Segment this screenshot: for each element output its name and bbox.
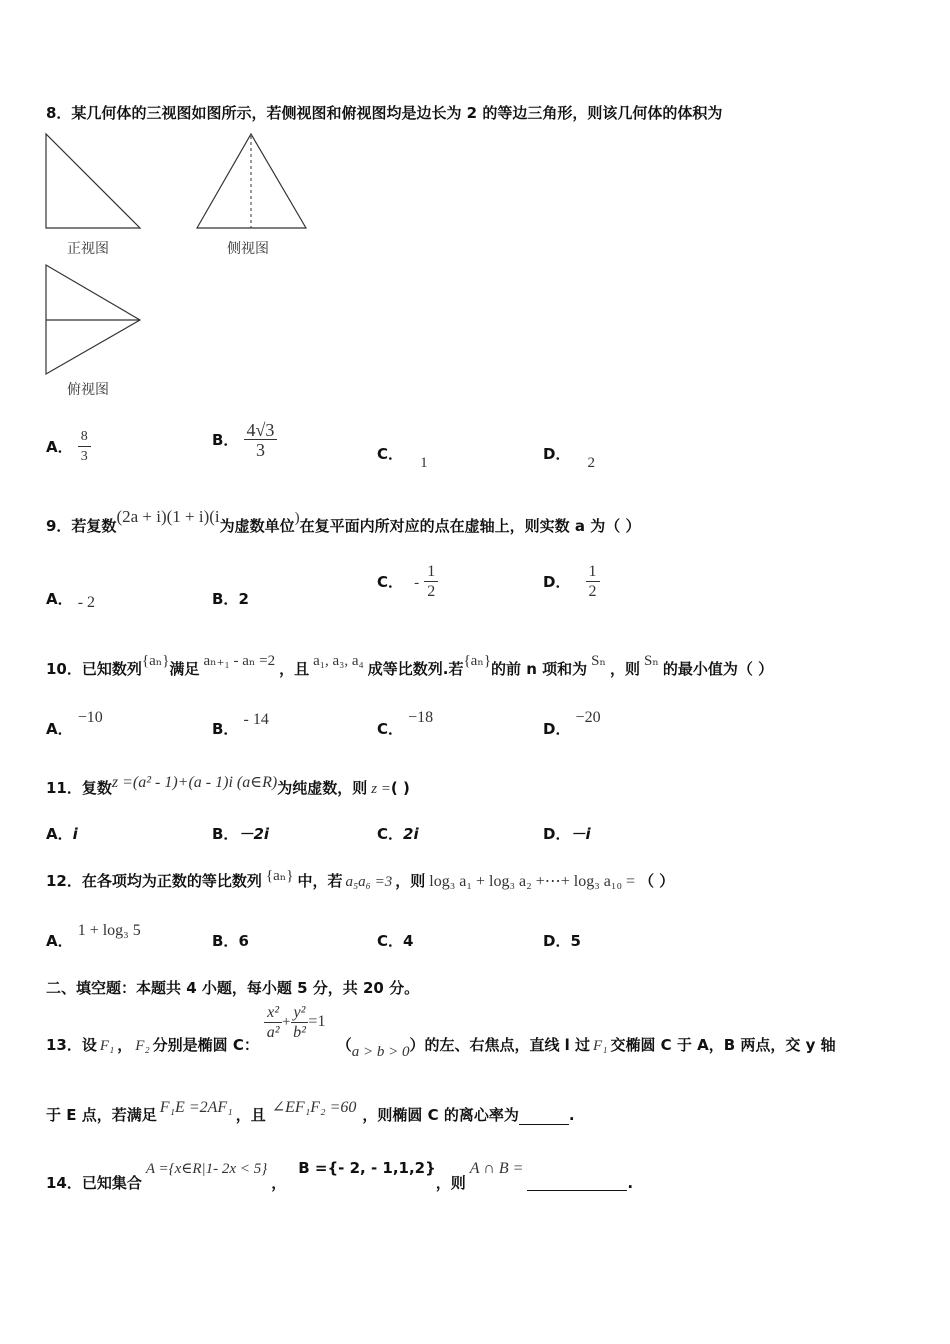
option-value: −10 (77, 709, 103, 726)
q9-option-a[interactable] (46, 588, 95, 609)
option-label: A． (46, 720, 73, 738)
q9-option-d[interactable] (543, 563, 600, 602)
answer-blank[interactable] (519, 1106, 569, 1125)
q8-text: 8．某几何体的三视图如图所示，若侧视图和俯视图均是边长为 2 的等边三角形，则该几何体的体积为 (46, 104, 723, 122)
top-view-caption: 俯视图 (67, 382, 109, 398)
option-label: B． (212, 431, 239, 449)
option-value: −20 (575, 709, 601, 726)
q9-expr: (2a + i)(1 + i)(i (116, 507, 220, 526)
option-value: 1 + log₃ 5 (77, 922, 141, 939)
q11-option-c[interactable]: C．2i (377, 825, 419, 843)
option-label: D． (543, 573, 571, 591)
q12-option-b[interactable]: B．6 (212, 932, 249, 950)
q12-option-d[interactable]: D．5 (543, 932, 581, 950)
option-value: $\frac{8}{3}$ (78, 428, 91, 467)
q10-option-c[interactable] (377, 709, 434, 739)
q12-option-a[interactable] (46, 922, 141, 951)
q10-option-a[interactable] (46, 709, 103, 739)
q11-option-b[interactable]: B．－2i (212, 825, 270, 843)
option-label: C． (377, 720, 404, 738)
option-label: C． (377, 445, 404, 463)
option-value: 1 (420, 455, 428, 471)
q10-text: 10．已知数列{aₙ}满足 aₙ₊₁ - aₙ =2 ，且 a₁, a₃, a₄ 成等比数列.若{aₙ}的前 n 项和为 Sₙ ，则 Sₙ 的最小值为（ ） (46, 653, 774, 678)
q8-option-b[interactable] (212, 421, 277, 460)
x-fraction: $\frac{\text{x²}}{\text{a²}}$ (264, 1004, 282, 1043)
q12-option-c[interactable]: C．4 (377, 932, 414, 950)
option-label: B． (212, 720, 239, 738)
q8-option-d[interactable] (543, 443, 596, 471)
option-label: C． (377, 573, 404, 591)
q11-option-d[interactable]: D．－i (543, 825, 591, 843)
q11-option-a[interactable]: A．i (46, 825, 78, 843)
q9-text: 9．若复数(2a + i)(1 + i)(i为虚数单位)在复平面内所对应的点在虚轴上，则实数 a 为（ ） (46, 507, 641, 535)
answer-blank[interactable] (527, 1170, 627, 1191)
q10-option-b[interactable] (212, 711, 269, 739)
q12-text: 12．在各项均为正数的等比数列 {aₙ} 中，若 a₅a₆ =3 ，则 log₃ a₁ + log₃ a₂ +⋯+ log₃ a₁₀ = （ ） (46, 868, 675, 890)
q13-line2: 于 E 点，若满足 F₁E =2AF₁ ，且 ∠EF₁F₂ =60 ，则椭圆 C 的离心率为 . (46, 1099, 575, 1124)
section-heading: 二、填空题：本题共 4 小题，每小题 5 分，共 20 分。 (46, 979, 420, 997)
q12-expr: log₃ a₁ + log₃ a₂ +⋯+ log₃ a₁₀ = (429, 873, 636, 890)
option-value: $\frac{1}{2}$ (424, 563, 438, 602)
front-view-caption: 正视图 (67, 241, 109, 257)
option-value: - 2 (77, 594, 96, 611)
option-label: D． (543, 720, 571, 738)
option-label: A． (46, 590, 73, 608)
q9-option-c[interactable]: C． - $\frac{1}{2}$ (377, 563, 438, 602)
q8-option-a[interactable] (46, 428, 91, 467)
q11-expr: z =(a² - 1)+(a - 1)i (a∈R) (111, 774, 278, 791)
q9-option-b[interactable]: B．2 (212, 590, 249, 608)
option-label: A． (46, 438, 73, 456)
option-value: $\frac{4√3}{3}$ (244, 421, 278, 460)
q13-line1: 13．设 F₁ ， F₂ 分别是椭圆 C： $\frac{\text{x²}}{\text{a²}}$ + $\frac{\text{y²}}{\text{b²}}$ =1 （a > b > 0）的左、右焦点，直线 l 过 F₁ 交椭圆 C 于 A，B 两点，交 y 轴 (46, 1004, 836, 1060)
q11-text: 11．复数z =(a² - 1)+(a - 1)i (a∈R)为纯虚数，则 z =( ) (46, 774, 410, 797)
option-value: $\frac{1}{2}$ (586, 563, 600, 602)
q8-option-c[interactable] (377, 443, 428, 471)
q14-text: 14．已知集合A ={x∈R|1- 2x < 5}，B ={- 2, - 1,1,2}，则A ∩ B =. (46, 1159, 634, 1192)
y-fraction: $\frac{\text{y²}}{\text{b²}}$ (291, 1004, 309, 1043)
q10-option-d[interactable] (543, 709, 601, 739)
option-value: −18 (408, 709, 434, 726)
option-label: A． (46, 932, 73, 950)
option-value: 2 (587, 455, 596, 471)
option-label: D． (543, 445, 571, 463)
front-view-triangle (46, 134, 140, 228)
option-value: - 14 (243, 711, 269, 728)
side-view-caption: 侧视图 (227, 241, 269, 257)
